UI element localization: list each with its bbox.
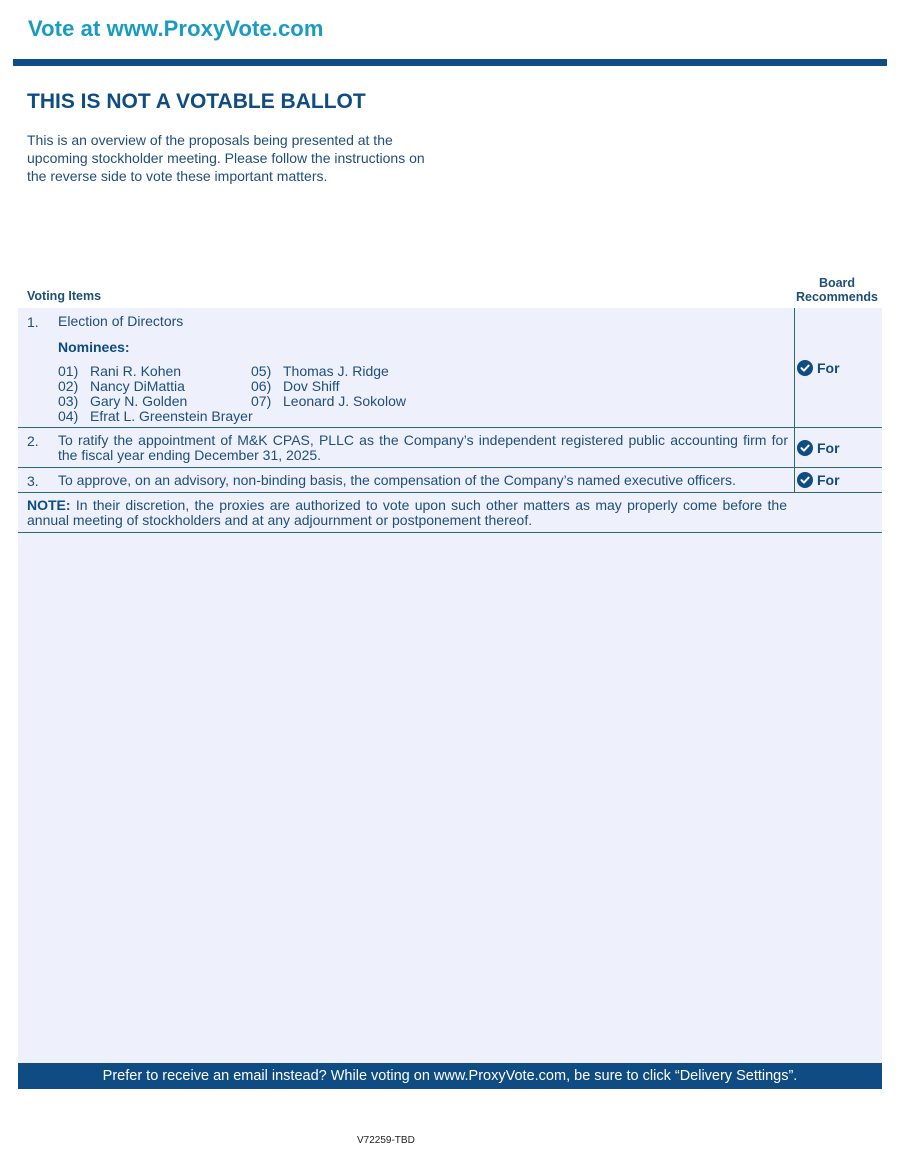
nominee-name: Efrat L. Greenstein Brayer: [90, 408, 253, 424]
nominee-name: Thomas J. Ridge: [283, 363, 389, 379]
check-circle-icon: [797, 472, 813, 488]
nominee: [58, 379, 185, 394]
column-divider: [794, 308, 795, 427]
nominee-number: 07): [251, 393, 272, 409]
proposal-text: Election of Directors: [58, 313, 184, 329]
nominee: [58, 394, 187, 409]
nominee-number: 02): [58, 378, 79, 394]
nominee-number: 04): [58, 408, 79, 424]
board-recommendation: [797, 472, 840, 488]
vote-url-header: Vote at www.ProxyVote.com: [28, 16, 324, 41]
email-delivery-banner: Prefer to receive an email instead? While voting on www.ProxyVote.com, be sure to click “Delivery Settings”.: [18, 1063, 882, 1089]
nominee-number: 05): [251, 363, 272, 379]
nominee-number: 03): [58, 393, 79, 409]
column-divider: [794, 468, 795, 492]
check-circle-icon: [797, 440, 813, 456]
ballot-title: THIS IS NOT A VOTABLE BALLOT: [27, 90, 366, 113]
proposal-row-2: [18, 428, 882, 468]
nominee: [58, 409, 253, 424]
nominee-name: Leonard J. Sokolow: [283, 393, 406, 409]
nominee: [251, 394, 406, 409]
recommendation-label: For: [817, 472, 840, 488]
nominee: [251, 379, 340, 394]
nominee: [58, 364, 181, 379]
note-row: [18, 493, 882, 533]
nominee-number: 06): [251, 378, 272, 394]
note-body: In their discretion, the proxies are authorized to vote upon such other matters as may properly come before the annual meeting of stockholders and at any adjournment or postponement thereof.: [27, 497, 787, 528]
nominee-name: Dov Shiff: [283, 378, 340, 394]
proposal-row-1: [18, 308, 882, 428]
proposal-row-3: [18, 468, 882, 493]
nominee-number: 01): [58, 363, 79, 379]
recommendation-label: For: [817, 440, 840, 456]
note-label: NOTE:: [27, 497, 71, 513]
nominees-label: Nominees:: [58, 339, 130, 355]
intro-text: This is an overview of the proposals being presented at the upcoming stockholder meeting. Please follow the instructions on the reverse side to vote these important matters.: [27, 132, 425, 184]
document-code: V72259-TBD: [357, 1135, 415, 1146]
board-recommends-header: Board Recommends: [796, 276, 878, 304]
proposal-text: To ratify the appointment of M&K CPAS, PLLC as the Company’s independent registered public accounting firm for the fiscal year ending December 31, 2025.: [58, 432, 788, 463]
note-text: [27, 498, 787, 528]
column-divider: [794, 428, 795, 467]
board-recommendation: [797, 360, 840, 376]
voting-items-header: Voting Items: [27, 289, 102, 303]
board-recommendation: [797, 440, 840, 456]
proposal-number: 2.: [27, 433, 39, 449]
proposal-text: To approve, on an advisory, non-binding basis, the compensation of the Company’s named executive officers.: [58, 472, 736, 488]
nominee-name: Nancy DiMattia: [90, 378, 185, 394]
recommendation-label: For: [817, 360, 840, 376]
header-rule: [13, 59, 887, 66]
nominee-name: Gary N. Golden: [90, 393, 188, 409]
proposal-number: 3.: [27, 473, 39, 489]
proposal-number: 1.: [27, 314, 39, 330]
nominee: [251, 364, 389, 379]
check-circle-icon: [797, 360, 813, 376]
nominee-name: Rani R. Kohen: [90, 363, 182, 379]
